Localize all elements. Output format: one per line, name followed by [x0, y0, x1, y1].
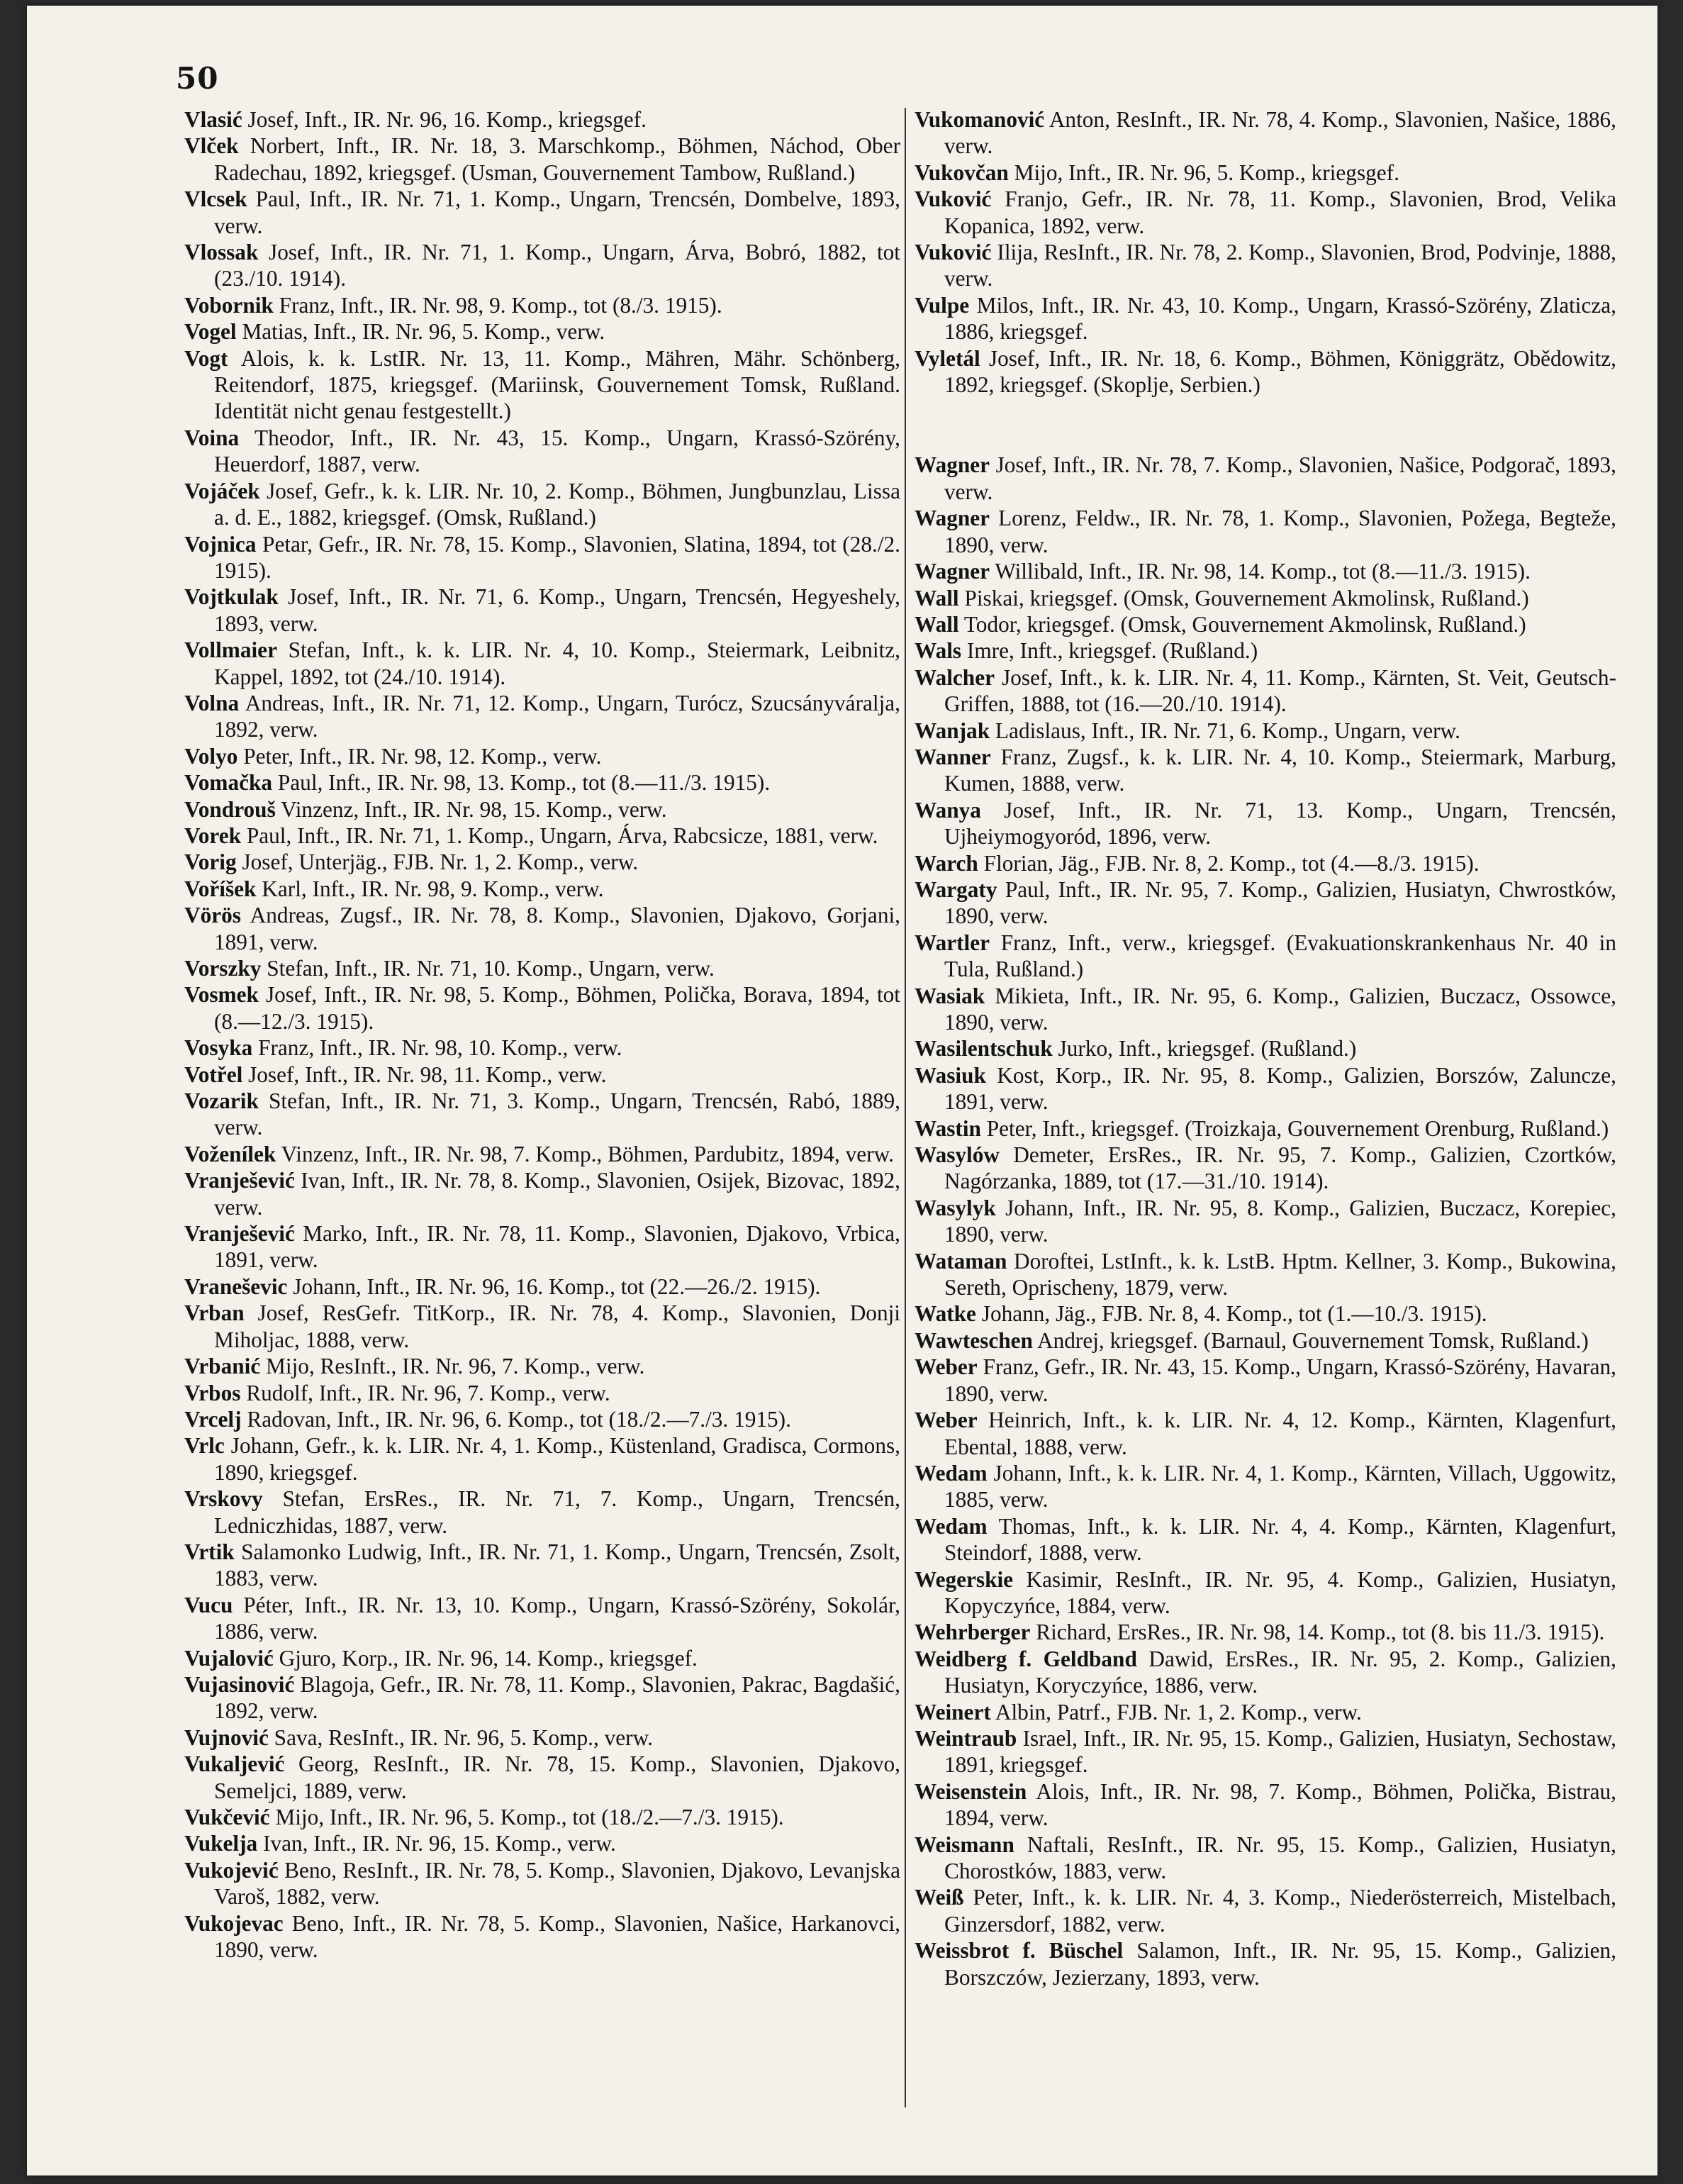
- entry-name: Wagner: [915, 506, 990, 531]
- entry-details: Doroftei, LstInft., k. k. LstB. Hptm. Kellner, 3. Komp., Bukowina, Sereth, Oprischeny, 1879, verw.: [944, 1248, 1616, 1300]
- list-entry: [915, 1699, 1616, 1725]
- entry-name: Vujasinović: [184, 1671, 295, 1697]
- entry-details: Willibald, Inft., IR. Nr. 98, 14. Komp., tot (8.—11./3. 1915).: [990, 559, 1531, 584]
- entry-details: Todor, kriegsgef. (Omsk, Gouvernement Akmolinsk, Rußland.): [958, 611, 1526, 637]
- entry-details: Mijo, Inft., IR. Nr. 96, 5. Komp., kriegsgef.: [1008, 160, 1399, 185]
- entry-name: Wasilentschuk: [915, 1036, 1053, 1062]
- entry-details: Stefan, ErsRes., IR. Nr. 71, 7. Komp., Ungarn, Trencsén, Ledniczhidas, 1887, verw.: [214, 1486, 900, 1538]
- entry-details: Josef, Inft., IR. Nr. 78, 7. Komp., Slavonien, Našice, Podgorač, 1893, verw.: [944, 452, 1616, 504]
- entry-details: Radovan, Inft., IR. Nr. 96, 6. Komp., tot (18./2.—7./3. 1915).: [241, 1406, 791, 1432]
- entry-name: Vobornik: [184, 292, 274, 318]
- entry-name: Vukomanović: [915, 107, 1045, 132]
- list-entry: [915, 1354, 1616, 1407]
- entry-details: Josef, Gefr., k. k. LIR. Nr. 10, 2. Komp., Böhmen, Jungbunzlau, Lissa a. d. E., 1882, kriegsgef. (Omsk, Rußland.): [214, 478, 900, 530]
- list-entry: [184, 902, 900, 955]
- list-entry: [184, 106, 900, 133]
- entry-details: Franz, Inft., IR. Nr. 98, 9. Komp., tot (8./3. 1915).: [273, 292, 722, 318]
- entry-details: Alois, Inft., IR. Nr. 98, 7. Komp., Böhmen, Polička, Bistrau, 1894, verw.: [944, 1778, 1616, 1831]
- list-entry: [915, 186, 1616, 239]
- list-entry: [184, 186, 900, 239]
- entry-name: Vrbanić: [184, 1354, 261, 1379]
- entry-details: Vinzenz, Inft., IR. Nr. 98, 15. Komp., verw.: [275, 796, 667, 822]
- entry-name: Vosmek: [184, 982, 259, 1008]
- entry-name: Wanjak: [915, 718, 990, 743]
- list-entry: [915, 1884, 1616, 1937]
- list-entry: [184, 1486, 900, 1539]
- list-entry: [184, 318, 900, 345]
- list-entry: [915, 1646, 1616, 1699]
- list-entry: [915, 1300, 1616, 1327]
- entry-details: Imre, Inft., kriegsgef. (Rußland.): [961, 638, 1258, 664]
- entry-details: Josef, Inft., IR. Nr. 18, 6. Komp., Böhmen, Königgrätz, Obědowitz, 1892, kriegsgef. (Skoplje, Serbien.): [944, 345, 1616, 398]
- list-entry: [915, 983, 1616, 1036]
- entry-details: Andreas, Zugsf., IR. Nr. 78, 8. Komp., Slavonien, Djakovo, Gorjani, 1891, verw.: [214, 903, 900, 954]
- entry-details: Salamonko Ludwig, Inft., IR. Nr. 71, 1. Komp., Ungarn, Trencsén, Zsolt, 1883, verw.: [214, 1539, 900, 1591]
- entry-details: Johann, Jäg., FJB. Nr. 8, 4. Komp., tot (1.—10./3. 1915).: [975, 1301, 1487, 1327]
- entry-name: Vosyka: [184, 1035, 253, 1061]
- entry-details: Franz, Zugsf., k. k. LIR. Nr. 4, 10. Komp., Steiermark, Marburg, Kumen, 1888, verw.: [944, 744, 1616, 796]
- entry-name: Wanya: [915, 797, 981, 823]
- entry-details: Paul, Inft., IR. Nr. 98, 13. Komp., tot (8.—11./3. 1915).: [272, 770, 771, 796]
- entry-name: Wawteschen: [915, 1327, 1033, 1353]
- list-entry: [184, 1380, 900, 1406]
- list-entry: [184, 876, 900, 902]
- entry-details: Salamon, Inft., IR. Nr. 95, 15. Komp., Galizien, Borszczów, Jezierzany, 1893, verw.: [944, 1938, 1616, 1990]
- entry-name: Votřel: [184, 1062, 243, 1087]
- entry-details: Stefan, Inft., k. k. LIR. Nr. 4, 10. Komp., Steiermark, Leibnitz, Kappel, 1892, tot (24./10. 1914).: [214, 637, 900, 689]
- entry-details: Thomas, Inft., k. k. LIR. Nr. 4, 4. Komp., Kärnten, Klagenfurt, Steindorf, 1888, verw.: [944, 1513, 1616, 1566]
- entry-name: Vogt: [184, 345, 228, 371]
- entry-details: Paul, Inft., IR. Nr. 71, 1. Komp., Ungarn, Trencsén, Dombelve, 1893, verw.: [214, 186, 900, 238]
- left-column: [184, 106, 900, 1963]
- entry-details: Josef, Inft., IR. Nr. 98, 11. Komp., verw.: [242, 1062, 607, 1087]
- entry-details: Kasimir, ResInft., IR. Nr. 95, 4. Komp., Galizien, Husiatyn, Kopyczyńce, 1884, verw.: [944, 1566, 1616, 1618]
- entry-name: Vozarik: [184, 1088, 259, 1114]
- list-entry: [184, 849, 900, 875]
- list-entry: [184, 690, 900, 743]
- entry-name: Vrcelj: [184, 1406, 242, 1432]
- entry-details: Stefan, Inft., IR. Nr. 71, 3. Komp., Ungarn, Trencsén, Rabó, 1889, verw.: [214, 1088, 900, 1140]
- entry-details: Naftali, ResInft., IR. Nr. 95, 15. Komp., Galizien, Husiatyn, Chorostków, 1883, verw.: [944, 1832, 1616, 1883]
- list-entry: [184, 1167, 900, 1220]
- entry-name: Vorszky: [184, 956, 262, 981]
- list-entry: [184, 133, 900, 186]
- entry-name: Vraneševic: [184, 1274, 288, 1299]
- list-entry: [915, 1035, 1616, 1062]
- entry-name: Weber: [915, 1408, 978, 1433]
- list-entry: [915, 1778, 1616, 1832]
- entry-details: Josef, Inft., k. k. LIR. Nr. 4, 11. Komp., Kärnten, St. Veit, Geutsch-Griffen, 1888, tot (16.—20./10. 1914).: [944, 664, 1616, 717]
- entry-name: Voina: [184, 425, 240, 450]
- entry-details: Peter, Inft., IR. Nr. 98, 12. Komp., verw.: [237, 743, 602, 769]
- entry-name: Vorig: [184, 849, 237, 875]
- entry-name: Wedam: [915, 1513, 988, 1539]
- entry-details: Johann, Gefr., k. k. LIR. Nr. 4, 1. Komp., Küstenland, Gradisca, Cormons, 1890, kriegsgef.: [214, 1433, 900, 1485]
- list-entry: [184, 1274, 900, 1300]
- entry-name: Wanner: [915, 744, 991, 769]
- entry-name: Vlossak: [184, 240, 259, 265]
- list-entry: [184, 796, 900, 823]
- entry-details: Mijo, ResInft., IR. Nr. 96, 7. Komp., verw.: [260, 1354, 645, 1379]
- list-entry: [184, 1592, 900, 1645]
- list-entry: [184, 1539, 900, 1592]
- entry-details: Josef, Inft., IR. Nr. 98, 5. Komp., Böhmen, Polička, Borava, 1894, tot (8.—12./3. 1915).: [214, 982, 900, 1034]
- entry-details: Ivan, Inft., IR. Nr. 78, 8. Komp., Slavonien, Osijek, Bizovac, 1892, verw.: [214, 1168, 900, 1220]
- entry-name: Wasylów: [915, 1142, 1000, 1168]
- entry-name: Weiß: [915, 1885, 964, 1910]
- entry-name: Vucu: [184, 1592, 233, 1617]
- list-entry: [184, 981, 900, 1035]
- page-number: 50: [176, 61, 219, 96]
- entry-details: Gjuro, Korp., IR. Nr. 96, 14. Komp., kriegsgef.: [273, 1645, 698, 1671]
- entry-name: Vlcsek: [184, 186, 247, 212]
- list-entry: [184, 425, 900, 478]
- list-entry: [184, 1432, 900, 1486]
- list-entry: [184, 1857, 900, 1910]
- list-entry: [184, 1088, 900, 1141]
- entry-details: Blagoja, Gefr., IR. Nr. 78, 11. Komp., Slavonien, Pakrac, Bagdašić, 1892, verw.: [214, 1671, 900, 1724]
- list-entry: [915, 558, 1616, 584]
- entry-name: Vörös: [184, 903, 241, 928]
- entry-name: Vranješević: [184, 1221, 295, 1247]
- entry-details: Theodor, Inft., IR. Nr. 43, 15. Komp., Ungarn, Krassó-Szörény, Heuerdorf, 1887, verw.: [214, 425, 900, 477]
- entry-details: Petar, Gefr., IR. Nr. 78, 15. Komp., Slavonien, Slatina, 1894, tot (28./2. 1915).: [214, 531, 900, 583]
- list-entry: [915, 850, 1616, 876]
- entry-name: Wals: [915, 638, 962, 664]
- book-page: [27, 6, 1657, 2175]
- entry-details: Paul, Inft., IR. Nr. 71, 1. Komp., Ungarn, Árva, Rabcsicze, 1881, verw.: [241, 823, 878, 848]
- list-entry: [184, 292, 900, 318]
- list-entry: [915, 1566, 1616, 1620]
- entry-name: Vukovčan: [915, 160, 1009, 185]
- entry-name: Vrtik: [184, 1539, 235, 1564]
- list-entry: [915, 1327, 1616, 1354]
- entry-details: Josef, Inft., IR. Nr. 96, 16. Komp., kriegsgef.: [242, 107, 647, 132]
- list-entry: [184, 1645, 900, 1671]
- entry-details: Johann, Inft., IR. Nr. 96, 16. Komp., tot (22.—26./2. 1915).: [287, 1274, 821, 1299]
- entry-name: Vukojević: [184, 1857, 279, 1883]
- entry-details: Franjo, Gefr., IR. Nr. 78, 11. Komp., Slavonien, Brod, Velika Kopanica, 1892, verw.: [944, 186, 1616, 238]
- entry-details: Vinzenz, Inft., IR. Nr. 98, 7. Komp., Böhmen, Pardubitz, 1894, verw.: [276, 1141, 894, 1166]
- entry-name: Vomačka: [184, 770, 273, 796]
- entry-name: Wall: [915, 585, 959, 611]
- list-entry: [915, 637, 1616, 664]
- list-entry: [915, 1460, 1616, 1513]
- entry-details: Heinrich, Inft., k. k. LIR. Nr. 4, 12. Komp., Kärnten, Klagenfurt, Ebental, 1888, verw.: [944, 1408, 1616, 1459]
- entry-name: Vuković: [915, 186, 992, 212]
- list-entry: [915, 1195, 1616, 1248]
- entry-name: Wagner: [915, 452, 990, 478]
- entry-name: Wehrberger: [915, 1620, 1031, 1645]
- list-entry: [915, 505, 1616, 558]
- entry-name: Weidberg f. Geldband: [915, 1646, 1137, 1671]
- entry-details: Andreas, Inft., IR. Nr. 71, 12. Komp., Ungarn, Turócz, Szucsányváralja, 1892, verw.: [214, 690, 900, 742]
- entry-name: Vrban: [184, 1300, 245, 1326]
- list-entry: [184, 1910, 900, 1963]
- list-entry: [184, 1220, 900, 1274]
- entry-name: Volna: [184, 690, 240, 715]
- entry-name: Vukaljević: [184, 1751, 285, 1777]
- entry-details: Franz, Inft., verw., kriegsgef. (Evakuationskrankenhaus Nr. 40 in Tula, Rußland.): [944, 930, 1616, 982]
- list-entry: [915, 452, 1616, 505]
- entry-details: Ilija, ResInft., IR. Nr. 78, 2. Komp., Slavonien, Brod, Podvinje, 1888, verw.: [944, 240, 1616, 291]
- entry-details: Matias, Inft., IR. Nr. 96, 5. Komp., verw.: [236, 319, 605, 345]
- entry-name: Vrlc: [184, 1433, 225, 1459]
- list-entry: [184, 584, 900, 637]
- entry-name: Weintraub: [915, 1725, 1017, 1751]
- entry-name: Vukčević: [184, 1805, 270, 1829]
- entry-details: Stefan, Inft., IR. Nr. 71, 10. Komp., Ungarn, verw.: [261, 956, 715, 981]
- entry-name: Vlček: [184, 133, 239, 159]
- list-entry: [184, 531, 900, 584]
- entry-name: Vulpe: [915, 292, 970, 318]
- list-entry: [184, 1804, 900, 1830]
- entry-name: Vujnović: [184, 1725, 269, 1750]
- entry-details: Richard, ErsRes., IR. Nr. 98, 14. Komp., tot (8. bis 11./3. 1915).: [1030, 1620, 1605, 1645]
- entry-name: Wegerskie: [915, 1566, 1014, 1592]
- entry-details: Andrej, kriegsgef. (Barnaul, Gouvernement Tomsk, Rußland.): [1032, 1327, 1589, 1353]
- entry-name: Weismann: [915, 1832, 1014, 1857]
- list-entry: [184, 239, 900, 292]
- entry-name: Weisenstein: [915, 1778, 1027, 1804]
- list-entry: [184, 1406, 900, 1432]
- entry-details: Alois, k. k. LstIR. Nr. 13, 11. Komp., Mähren, Mähr. Schönberg, Reitendorf, 1875, kriegsgef. (Mariinsk, Gouvernement Tomsk, Rußland. Identität nicht genau festgestellt.): [214, 345, 900, 424]
- entry-name: Vorek: [184, 823, 241, 848]
- entry-details: Mijo, Inft., IR. Nr. 96, 5. Komp., tot (18./2.—7./3. 1915).: [269, 1805, 784, 1829]
- entry-name: Weissbrot f. Büschel: [915, 1938, 1124, 1963]
- list-entry: [184, 743, 900, 769]
- entry-name: Volyo: [184, 743, 238, 769]
- entry-name: Wartler: [915, 930, 990, 955]
- list-entry: [915, 797, 1616, 850]
- entry-name: Wasiuk: [915, 1062, 986, 1088]
- list-entry: [915, 1513, 1616, 1566]
- entry-name: Vuković: [915, 240, 992, 265]
- entry-name: Wagner: [915, 559, 990, 584]
- entry-name: Wall: [915, 611, 959, 637]
- entry-name: Vollmaier: [184, 637, 277, 663]
- list-entry: [184, 1035, 900, 1061]
- entry-name: Vogel: [184, 319, 237, 345]
- entry-details: Franz, Gefr., IR. Nr. 43, 15. Komp., Ungarn, Krassó-Szörény, Havaran, 1890, verw.: [944, 1354, 1616, 1406]
- entry-name: Vujalović: [184, 1645, 274, 1671]
- list-entry: [184, 1300, 900, 1353]
- entry-name: Vojtkulak: [184, 584, 279, 610]
- entry-details: Ivan, Inft., IR. Nr. 96, 15. Komp., verw.: [257, 1831, 616, 1856]
- entry-details: Georg, ResInft., IR. Nr. 78, 15. Komp., Slavonien, Djakovo, Semeljci, 1889, verw.: [214, 1751, 900, 1803]
- entry-details: Dawid, ErsRes., IR. Nr. 95, 2. Komp., Galizien, Husiatyn, Koryczyńce, 1886, verw.: [944, 1646, 1617, 1698]
- entry-details: Lorenz, Feldw., IR. Nr. 78, 1. Komp., Slavonien, Požega, Begteže, 1890, verw.: [944, 506, 1616, 557]
- entry-details: Peter, Inft., kriegsgef. (Troizkaja, Gouvernement Orenburg, Rußland.): [980, 1115, 1609, 1141]
- entry-details: Johann, Inft., IR. Nr. 95, 8. Komp., Galizien, Buczacz, Korepiec, 1890, verw.: [944, 1195, 1616, 1247]
- entry-name: Wargaty: [915, 876, 997, 902]
- list-entry: [184, 345, 900, 425]
- entry-name: Wasylyk: [915, 1195, 996, 1220]
- list-entry: [184, 1671, 900, 1725]
- list-entry: [915, 1937, 1616, 1990]
- entry-details: Peter, Inft., k. k. LIR. Nr. 4, 3. Komp., Niederösterreich, Mistelbach, Ginzersdorf, 1882, verw.: [944, 1885, 1616, 1937]
- list-entry: [184, 1751, 900, 1804]
- entry-name: Wataman: [915, 1248, 1007, 1274]
- list-entry: [184, 955, 900, 981]
- entry-details: Norbert, Inft., IR. Nr. 18, 3. Marschkomp., Böhmen, Náchod, Ober Radechau, 1892, kriegsgef. (Usman, Gouvernement Tambow, Rußland.): [214, 133, 900, 185]
- list-entry: [184, 769, 900, 796]
- right-column: [915, 106, 1616, 1990]
- entry-details: Israel, Inft., IR. Nr. 95, 15. Komp., Galizien, Husiatyn, Sechostaw, 1891, kriegsgef.: [944, 1725, 1616, 1778]
- entry-details: Anton, ResInft., IR. Nr. 78, 4. Komp., Slavonien, Našice, 1886, verw.: [944, 107, 1616, 159]
- list-entry: [915, 292, 1616, 345]
- list-entry: [915, 106, 1616, 160]
- list-entry: [915, 1619, 1616, 1645]
- entry-details: Demeter, ErsRes., IR. Nr. 95, 7. Komp., Galizien, Czortków, Nagórzanka, 1889, tot (17.—31./10. 1914).: [944, 1142, 1616, 1194]
- list-entry: [915, 1725, 1616, 1778]
- entry-details: Marko, Inft., IR. Nr. 78, 11. Komp., Slavonien, Djakovo, Vrbica, 1891, verw.: [214, 1221, 900, 1273]
- entry-name: Vojnica: [184, 531, 257, 557]
- entry-details: Rudolf, Inft., IR. Nr. 96, 7. Komp., verw.: [240, 1380, 610, 1405]
- entry-details: Josef, Inft., IR. Nr. 71, 6. Komp., Ungarn, Trencsén, Hegyeshely, 1893, verw.: [214, 584, 900, 636]
- entry-name: Vukojevac: [184, 1910, 284, 1936]
- list-entry: [915, 1142, 1616, 1195]
- list-entry: [184, 478, 900, 531]
- entry-details: Kost, Korp., IR. Nr. 95, 8. Komp., Galizien, Borszów, Zaluncze, 1891, verw.: [944, 1062, 1616, 1115]
- entry-details: Josef, Unterjäg., FJB. Nr. 1, 2. Komp., verw.: [236, 849, 639, 875]
- entry-details: Péter, Inft., IR. Nr. 13, 10. Komp., Ungarn, Krassó-Szörény, Sokolár, 1886, verw.: [214, 1592, 900, 1644]
- list-entry: [915, 611, 1616, 637]
- entry-name: Watke: [915, 1301, 976, 1327]
- entry-details: Josef, ResGefr. TitKorp., IR. Nr. 78, 4. Komp., Slavonien, Donji Miholjac, 1888, verw.: [214, 1300, 900, 1352]
- list-entry: [915, 930, 1616, 983]
- list-entry: [915, 1248, 1616, 1301]
- entry-details: Johann, Inft., k. k. LIR. Nr. 4, 1. Komp., Kärnten, Villach, Uggowitz, 1885, verw.: [944, 1460, 1616, 1512]
- entry-details: Piskai, kriegsgef. (Omsk, Gouvernement Akmolinsk, Rußland.): [958, 585, 1529, 611]
- list-entry: [915, 1062, 1616, 1115]
- entry-name: Vrskovy: [184, 1486, 263, 1512]
- entry-details: Karl, Inft., IR. Nr. 98, 9. Komp., verw.: [256, 876, 604, 901]
- entry-details: Milos, Inft., IR. Nr. 43, 10. Komp., Ungarn, Krassó-Szörény, Zlaticza, 1886, kriegsgef.: [944, 292, 1616, 345]
- entry-name: Vojáček: [184, 478, 260, 503]
- entry-details: Beno, ResInft., IR. Nr. 78, 5. Komp., Slavonien, Djakovo, Levanjska Varoš, 1882, verw.: [214, 1857, 900, 1910]
- entry-details: Florian, Jäg., FJB. Nr. 8, 2. Komp., tot (4.—8./3. 1915).: [978, 850, 1480, 876]
- entry-name: Vlasić: [184, 107, 242, 132]
- entry-name: Vranješević: [184, 1168, 295, 1193]
- entry-details: Beno, Inft., IR. Nr. 78, 5. Komp., Slavonien, Našice, Harkanovci, 1890, verw.: [214, 1910, 900, 1963]
- entry-name: Vukelja: [184, 1831, 258, 1856]
- list-entry: [915, 718, 1616, 744]
- entry-name: Vondrouš: [184, 796, 276, 822]
- entry-details: Josef, Inft., IR. Nr. 71, 1. Komp., Ungarn, Árva, Bobró, 1882, tot (23./10. 1914).: [214, 240, 900, 291]
- entry-name: Wasiak: [915, 983, 985, 1008]
- entry-name: Weinert: [915, 1699, 991, 1725]
- entry-details: Josef, Inft., IR. Nr. 71, 13. Komp., Ungarn, Trencsén, Ujheiymogyoród, 1896, verw.: [944, 797, 1616, 849]
- list-entry: [184, 823, 900, 849]
- entry-details: Paul, Inft., IR. Nr. 95, 7. Komp., Galizien, Husiatyn, Chwrostków, 1890, verw.: [944, 876, 1616, 929]
- list-entry: [915, 239, 1616, 292]
- entry-details: Mikieta, Inft., IR. Nr. 95, 6. Komp., Galizien, Buczacz, Ossowce, 1890, verw.: [944, 983, 1616, 1035]
- entry-name: Weber: [915, 1354, 978, 1380]
- list-entry: [184, 1353, 900, 1379]
- list-entry: [915, 1115, 1616, 1142]
- list-entry: [915, 160, 1616, 186]
- entry-name: Walcher: [915, 664, 995, 690]
- list-entry: [184, 637, 900, 690]
- entry-name: Wastin: [915, 1115, 981, 1141]
- list-entry: [915, 876, 1616, 930]
- list-entry: [915, 1832, 1616, 1885]
- entry-name: Voženílek: [184, 1141, 276, 1166]
- list-entry: [184, 1830, 900, 1856]
- entry-name: Wedam: [915, 1460, 988, 1486]
- entry-name: Warch: [915, 850, 978, 876]
- list-entry: [184, 1141, 900, 1167]
- entry-name: Voříšek: [184, 876, 257, 901]
- list-entry: [184, 1725, 900, 1751]
- entry-details: Jurko, Inft., kriegsgef. (Rußland.): [1052, 1036, 1357, 1062]
- list-entry: [184, 1062, 900, 1088]
- entry-details: Franz, Inft., IR. Nr. 98, 10. Komp., verw.: [252, 1035, 622, 1061]
- entry-details: Ladislaus, Inft., IR. Nr. 71, 6. Komp., Ungarn, verw.: [990, 718, 1460, 743]
- column-divider: [905, 108, 906, 2107]
- list-entry: [915, 345, 1616, 399]
- entry-name: Vyletál: [915, 345, 980, 371]
- list-entry: [915, 1407, 1616, 1460]
- list-entry: [915, 585, 1616, 611]
- entry-details: Albin, Patrf., FJB. Nr. 1, 2. Komp., verw.: [990, 1699, 1362, 1725]
- entry-details: Sava, ResInft., IR. Nr. 96, 5. Komp., verw.: [268, 1725, 653, 1750]
- list-entry: [915, 664, 1616, 718]
- entry-name: Vrbos: [184, 1380, 241, 1405]
- list-entry: [915, 744, 1616, 797]
